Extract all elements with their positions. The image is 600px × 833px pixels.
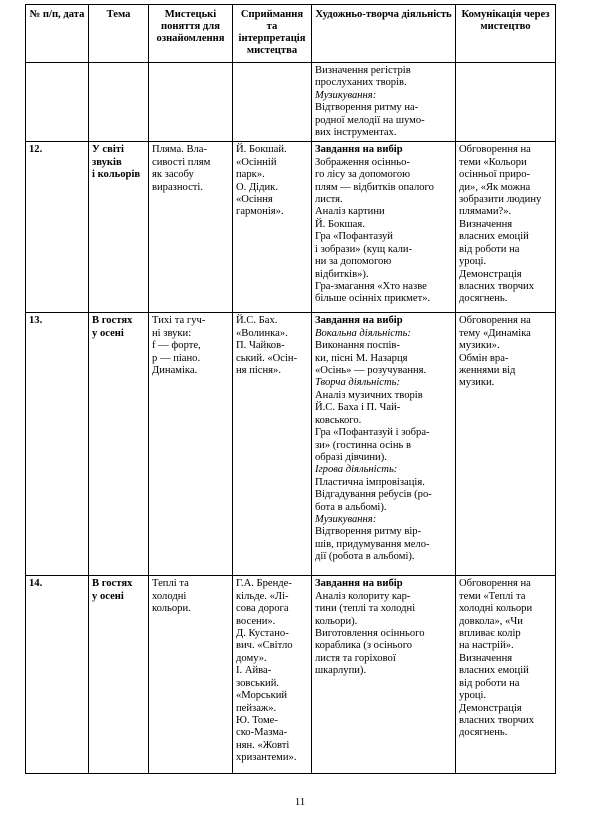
cell-text-line: p — піано. [152, 352, 201, 364]
lesson-plan-table [25, 4, 556, 774]
cell-text-line: Музикування: [315, 89, 377, 101]
cell-creative [312, 63, 456, 142]
cell-text-line: досягнень. [459, 293, 508, 305]
cell-text-line: Пластична імпровізація. [315, 476, 425, 488]
cell-text-line: П. Чайков- [236, 340, 285, 352]
cell-text-line: кольори. [152, 603, 191, 615]
cell-creative [312, 313, 456, 576]
cell-communication [456, 576, 556, 774]
cell-text-line: у осені [92, 327, 124, 339]
cell-text-line: Відтворення ритму на- [315, 102, 419, 114]
cell-text-line: шів, придумування мело- [315, 538, 430, 550]
cell-theme [89, 142, 149, 313]
cell-text-line: у осені [92, 590, 124, 602]
cell-text-line: звуків [92, 156, 122, 168]
cell-text-line: Обговорення на [459, 144, 531, 156]
cell-text-line: бота в альбомі). [315, 501, 387, 513]
cell-text-line: женнями від [459, 365, 516, 377]
cell-text-line: го лісу за допомогою [315, 169, 411, 181]
cell-text-line: нян. «Жовті [236, 739, 290, 751]
cell-concepts [149, 63, 233, 142]
cell-number: 12. [26, 142, 89, 313]
cell-text-line: «Волинка». [236, 327, 288, 339]
cell-text-line: Динаміка. [152, 365, 198, 377]
cell-text-line: Аналіз колориту кар- [315, 590, 411, 602]
cell-text-line: хризантеми». [236, 752, 297, 764]
cell-text-line: Музикування: [315, 513, 377, 525]
cell-text-line: зи» (гостинна осінь в [315, 439, 412, 451]
cell-text-line: І. Айва- [236, 665, 272, 677]
cell-text-line: Відтворення ритму вір- [315, 526, 422, 538]
cell-text-line: Визначення [459, 218, 513, 230]
cell-perception [233, 313, 312, 576]
cell-text-line: як засобу [152, 169, 194, 181]
cell-number [26, 63, 89, 142]
cell-text-line: Завдання на вибір [315, 315, 403, 327]
cell-text-line: образі дівчини). [315, 451, 387, 463]
cell-text-line: Теплі та [152, 578, 189, 590]
cell-text-line: від роботи на [459, 677, 520, 689]
cell-perception [233, 63, 312, 142]
cell-concepts [149, 142, 233, 313]
cell-text-line: досягнень. [459, 727, 508, 739]
cell-text-line: плям — відбитків опалого [315, 181, 434, 193]
cell-text-line: Й. Бокшая. [315, 218, 365, 230]
cell-text-line: «Осінь» — розучування. [315, 365, 427, 377]
cell-text-line: прослуханих творів. [315, 77, 407, 89]
table-header-row [26, 5, 556, 63]
cell-text-line: О. Дідик. [236, 181, 278, 193]
cell-text-line: Й.С. Баха і П. Чай- [315, 402, 401, 414]
cell-text-line: ковського. [315, 414, 362, 426]
header-creative-activity: Художньо-творча діяльність [312, 5, 456, 63]
cell-text-line: ни за допомогою [315, 256, 392, 268]
cell-text-line: Гра «Пофантазуй і зобра- [315, 427, 430, 439]
cell-text-line: музики». [459, 340, 500, 352]
cell-creative [312, 142, 456, 313]
cell-text-line: В гостях [92, 315, 133, 327]
cell-text-line: Обговорення на [459, 578, 531, 590]
cell-text-line: власних емоцій [459, 231, 529, 243]
cell-text-line: плямами?». [459, 206, 512, 218]
cell-text-line: В гостях [92, 578, 133, 590]
cell-text-line: вич. «Світло [236, 640, 293, 652]
cell-text-line: власних творчих [459, 714, 535, 726]
cell-text-line: відбитків»). [315, 268, 369, 280]
cell-text-line: Аналіз картини [315, 206, 385, 218]
cell-text-line: тини (теплі та холодні [315, 603, 416, 615]
cell-text-line: Пляма. Вла- [152, 144, 208, 156]
cell-text-line: холодні [152, 590, 187, 602]
cell-text-line: уроці. [459, 690, 487, 702]
cell-text-line: Гра «Пофантазуй [315, 231, 393, 243]
cell-text-line: музики. [459, 377, 495, 389]
header-perception: Сприймання та інтерпретація мистецтва [233, 5, 312, 63]
cell-text-line: виразності. [152, 181, 204, 193]
cell-text-line: сивості плям [152, 156, 211, 168]
cell-text-line: холодні кольори [459, 603, 533, 615]
table-row-continued [26, 63, 556, 142]
cell-text-line: осінньої приро- [459, 169, 531, 181]
cell-text-line: ський. «Осін- [236, 352, 298, 364]
cell-text-line: «Осінній [236, 156, 277, 168]
cell-text-line: Відгадування ребусів (ро- [315, 489, 432, 501]
cell-text-line: сова дорога [236, 603, 289, 615]
page-number: 11 [294, 796, 306, 808]
cell-text-line: власних емоцій [459, 665, 529, 677]
cell-text-line: Демонстрація [459, 702, 522, 714]
cell-text-line: кораблика (з осінього [315, 640, 413, 652]
cell-text-line: Ігрова діяльність: [315, 464, 398, 476]
cell-text-line: Вокальна діяльність: [315, 327, 411, 339]
header-art-concepts: Мистецькі поняття для ознайомлення [149, 5, 233, 63]
cell-number: 13. [26, 313, 89, 576]
header-number-date: № п/п, дата [26, 5, 89, 63]
cell-text-line: Визначення регістрів [315, 65, 411, 76]
cell-text-line: родної мелодії на шумо- [315, 114, 425, 126]
cell-text-line: восени». [236, 615, 276, 627]
cell-text-line: дії (робота в альбомі). [315, 551, 415, 563]
cell-text-line: Д. Кустано- [236, 628, 289, 640]
cell-text-line: довкола», «Чи [459, 615, 523, 627]
header-theme: Тема [89, 5, 149, 63]
cell-communication [456, 63, 556, 142]
cell-text-line: і зобрази» (кущ кали- [315, 243, 413, 255]
cell-text-line: «Осіння [236, 194, 273, 206]
cell-concepts [149, 313, 233, 576]
cell-number: 14. [26, 576, 89, 774]
cell-text-line: Визначення [459, 652, 513, 664]
cell-text-line: f — форте, [152, 340, 201, 352]
cell-text-line: Демонстрація [459, 268, 522, 280]
cell-text-line: Обговорення на [459, 315, 531, 327]
cell-text-line: пейзаж». [236, 702, 277, 714]
cell-text-line: листя. [315, 194, 343, 206]
cell-theme [89, 63, 149, 142]
cell-text-line: гармонія». [236, 206, 284, 218]
cell-text-line: власних творчих [459, 280, 535, 292]
cell-text-line: Й. Бокшай. [236, 144, 287, 156]
table-row [26, 313, 556, 576]
cell-text-line: Виконання поспів- [315, 340, 400, 352]
cell-text-line: уроці. [459, 256, 487, 268]
cell-text-line: кольори). [315, 615, 358, 627]
cell-text-line: листя та горіхової [315, 652, 396, 664]
cell-text-line: ско-Мазма- [236, 727, 288, 739]
cell-theme [89, 313, 149, 576]
cell-text-line: кільде. «Лі- [236, 590, 289, 602]
cell-text-line: вих інструментах. [315, 127, 397, 139]
cell-text-line: зобразити людину [459, 194, 542, 206]
cell-text-line: Зображення осінньо- [315, 156, 410, 168]
cell-text-line: парк». [236, 169, 265, 181]
cell-text-line: теми «Теплі та [459, 590, 526, 602]
cell-text-line: Обмін вра- [459, 352, 509, 364]
cell-text-line: Виготовлення осіннього [315, 628, 425, 640]
cell-text-line: Г.А. Бренде- [236, 578, 292, 590]
cell-text-line: теми «Кольори [459, 156, 527, 168]
table-row [26, 576, 556, 774]
cell-creative [312, 576, 456, 774]
cell-text-line: тему «Динаміка [459, 327, 531, 339]
cell-concepts [149, 576, 233, 774]
cell-text-line: Завдання на вибір [315, 578, 403, 590]
cell-text-line: і кольорів [92, 169, 141, 181]
cell-text-line: ки, пісні М. Назарця [315, 352, 408, 364]
cell-perception [233, 142, 312, 313]
cell-text-line: Гра-змагання «Хто назве [315, 280, 427, 292]
cell-text-line: впливає колір [459, 628, 521, 640]
cell-theme [89, 576, 149, 774]
header-communication: Комунікація через мистецтво [456, 5, 556, 63]
cell-text-line: на настрій». [459, 640, 514, 652]
cell-text-line: ня пісня». [236, 365, 281, 377]
table-row [26, 142, 556, 313]
cell-text-line: більше осінніх прикмет». [315, 293, 431, 305]
cell-text-line: ди», «Як можна [459, 181, 531, 193]
cell-text-line: від роботи на [459, 243, 520, 255]
cell-text-line: дому». [236, 652, 267, 664]
cell-text-line: Ю. Томе- [236, 714, 278, 726]
cell-perception [233, 576, 312, 774]
cell-text-line: Й.С. Бах. [236, 315, 278, 327]
cell-text-line: Аналіз музичних творів [315, 389, 423, 401]
cell-text-line: шкарлупи). [315, 665, 367, 677]
cell-communication [456, 313, 556, 576]
cell-text-line: Творча діяльність: [315, 377, 400, 389]
cell-text-line: Тихі та гуч- [152, 315, 206, 327]
cell-text-line: У світі [92, 144, 124, 156]
cell-text-line: ні звуки: [152, 327, 192, 339]
cell-communication [456, 142, 556, 313]
cell-text-line: зовський. [236, 677, 280, 689]
cell-text-line: Завдання на вибір [315, 144, 403, 156]
cell-text-line: «Морський [236, 690, 288, 702]
